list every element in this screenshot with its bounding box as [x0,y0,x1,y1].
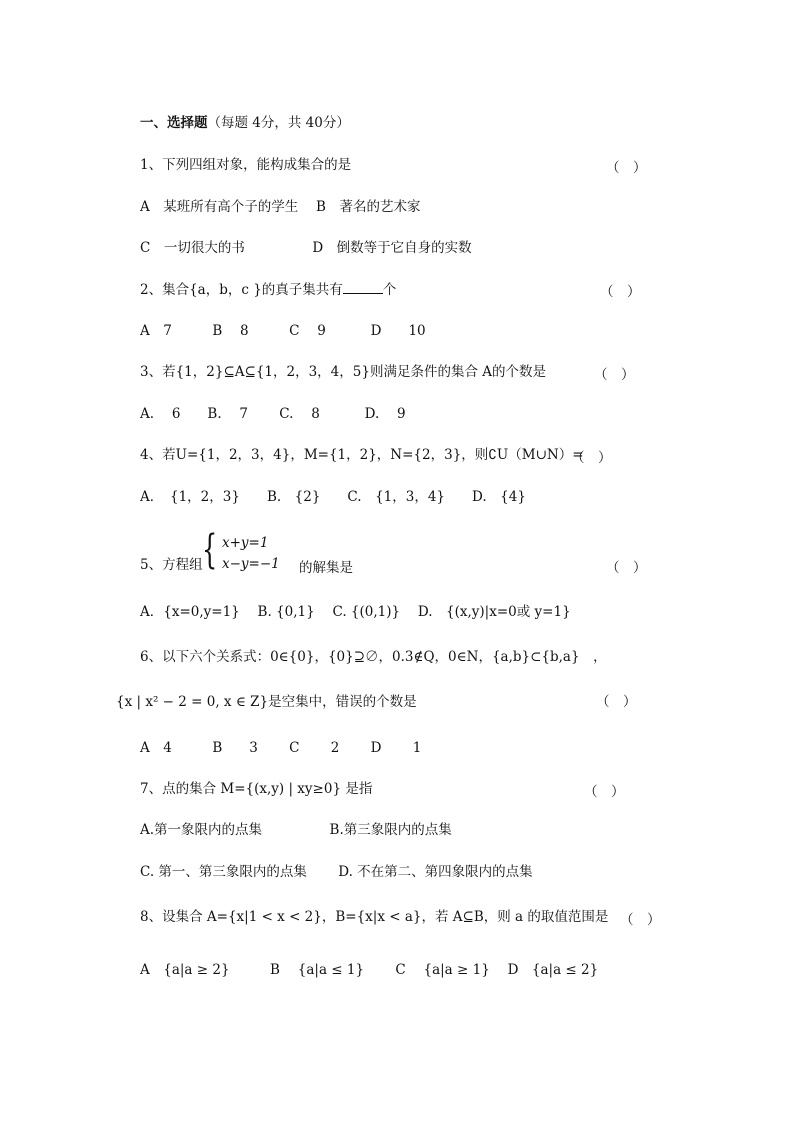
q4-options: A． {1，2，3} B. {2} C. {1，3，4} D. {4} [140,489,526,505]
q3-stem: 3、若{1，2}⊆A⊆{1，2，3，4，5}则满足条件的集合 A的个数是 [140,364,546,380]
q4-stem: 4、若U={1，2，3，4}，M={1，2}，N={2，3}，则∁U（M∪N）= [140,447,584,463]
q6-stem-b: {x | x² − 2 = 0, x ∈ Z}是空集中，错误的个数是 [116,694,417,710]
q6-options: A 4 B 3 C 2 D 1 [140,740,422,756]
q1-options-ab: A 某班所有高个子的学生 B 著名的艺术家 [140,199,421,215]
q2-options: A 7 B 8 C 9 D 10 [140,323,426,339]
q1-stem: 1、下列四组对象，能构成集合的是 [140,157,352,173]
q2-stem [140,280,396,299]
q3-answer-paren: （ ） [594,367,635,383]
q5-equation-1: x+y=1 [222,535,269,551]
q8-answer-paren: （ ） [620,912,661,928]
q8-options: A {a|a ≥ 2} B {a|a ≤ 1} C {a|a ≥ 1} D {a|a ≤ 2} [140,962,599,978]
section-note: （每题 4分，共 40分） [207,115,350,131]
q2-stem-a: 2、集合{a，b，c }的真子集共有 [140,282,343,298]
q7-options-cd: C. 第一、第三象限内的点集 D. 不在第二、第四象限内的点集 [140,864,533,880]
q4-answer-paren: （ ） [571,450,612,466]
q6-stem-a: 6、以下六个关系式：0∈{0}，{0}⊇∅，0.3∉Q，0∈N，{a,b}⊂{b,a} ， [140,649,607,665]
q7-stem: 7、点的集合 M={(x,y) | xy≥0} 是指 [140,781,373,797]
q6-answer-paren: （ ） [596,694,637,710]
q5-stem-a: 5、方程组 [140,557,203,573]
q8-stem: 8、设集合 A={x|1 < x < 2}，B={x|x < a}，若 A⊆B，则 a 的取值范围是 [140,909,609,925]
q1-options-cd: C 一切很大的书 D 倒数等于它自身的实数 [140,240,472,256]
q2-answer-paren: （ ） [600,284,641,300]
q7-options-ab: A.第一象限内的点集 B.第三象限内的点集 [140,822,452,838]
section-title [140,114,350,132]
q2-stem-b: 个 [382,282,397,298]
q5-brace: { [202,527,218,573]
q2-blank [343,280,383,294]
q5-options: A．{x=0,y=1} B. {0,1} C. {(0,1)} D. {(x,y)|x=0或 y=1} [140,604,571,620]
q1-answer-paren: （ ） [606,160,647,176]
section-title-text: 一、选择题 [140,115,208,131]
q5-answer-paren: （ ） [606,560,647,576]
q5-equation-2: x−y=−1 [222,556,280,572]
q5-stem-b: 的解集是 [299,560,353,576]
q7-answer-paren: （ ） [584,784,625,800]
q3-options: A. 6 B. 7 C. 8 D. 9 [140,406,406,422]
